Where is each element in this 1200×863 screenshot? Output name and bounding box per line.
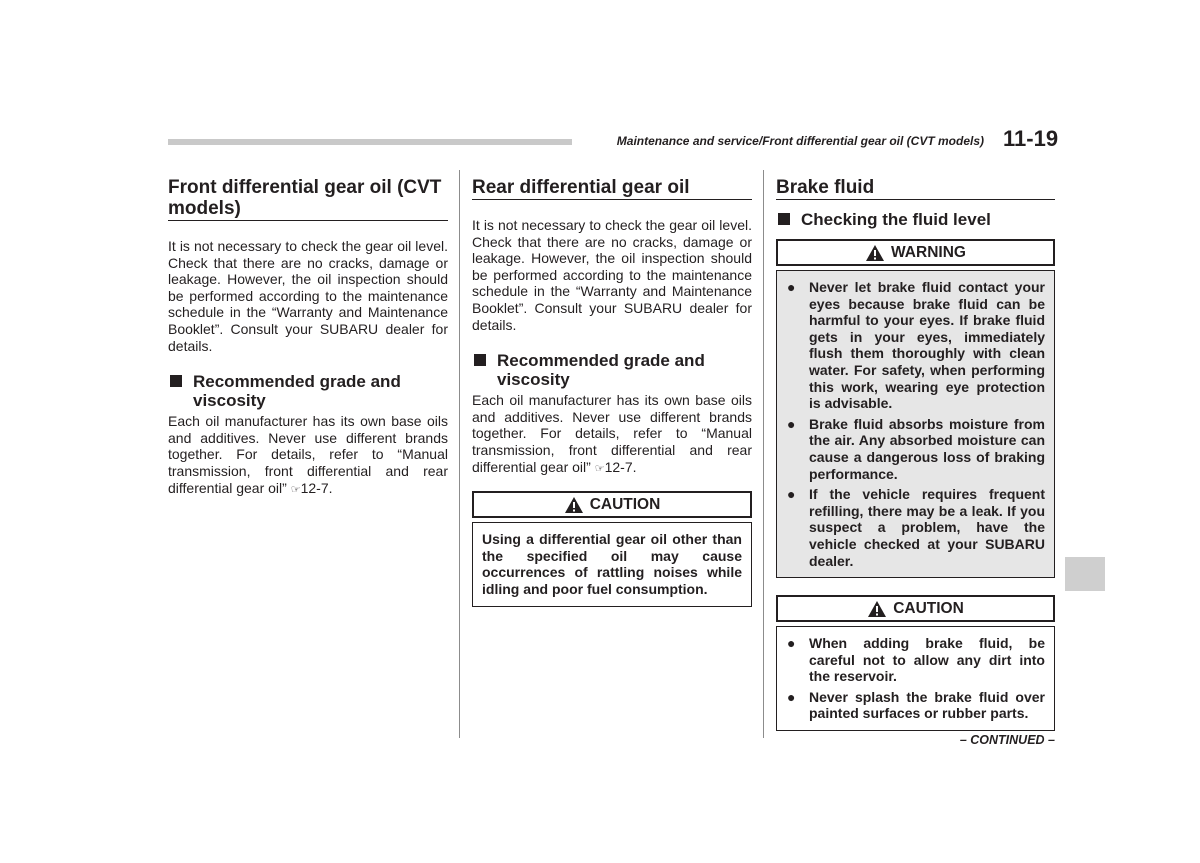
paragraph: It is not necessary to check the gear oil level. Check that there are no cracks, damage or leakage. However, the oil inspection should be performed according to the maintenance schedule in the “Warranty and Maintenance Booklet”. Consult your SUBARU dealer for details. xyxy=(472,217,752,333)
warning-header xyxy=(776,239,1055,266)
section-heading: Brake fluid xyxy=(776,177,1055,200)
bullet-icon: ● xyxy=(787,415,796,432)
warning-box xyxy=(776,239,1055,578)
column-brake-fluid xyxy=(776,177,1055,731)
bullet-icon: ● xyxy=(787,279,796,295)
list-item xyxy=(786,635,1045,685)
subsection-heading xyxy=(776,210,1055,229)
bullet-icon: ● xyxy=(787,635,796,652)
square-bullet-icon xyxy=(474,354,486,366)
caution-body xyxy=(776,626,1055,731)
column-rear-differential xyxy=(472,177,752,607)
caution-label: CAUTION xyxy=(893,599,964,617)
warning-triangle-icon xyxy=(865,244,885,262)
column-front-differential xyxy=(168,177,448,498)
subsection-heading-text: Recommended grade and viscosity xyxy=(497,351,705,390)
warning-triangle-icon xyxy=(867,600,887,618)
bullet-icon: ● xyxy=(787,486,796,503)
section-heading: Rear differential gear oil xyxy=(472,177,752,200)
paragraph-with-reference xyxy=(168,413,448,498)
list-item-text: When adding brake fluid, be careful not to allow any dirt into the reservoir. xyxy=(809,635,1045,685)
warning-label: WARNING xyxy=(891,243,966,261)
column-divider xyxy=(459,170,460,738)
caution-box xyxy=(776,595,1055,731)
running-header-title: Maintenance and service/Front differential gear oil (CVT models) xyxy=(616,134,984,148)
page-number: 11-19 xyxy=(1003,126,1059,151)
chapter-tab xyxy=(1065,557,1105,591)
paragraph: It is not necessary to check the gear oil level. Check that there are no cracks, damage or leakage. However, the oil inspection should be performed according to the maintenance schedule in the “Warranty and Maintenance Booklet”. Consult your SUBARU dealer for details. xyxy=(168,238,448,354)
subsection-heading-text: Checking the fluid level xyxy=(801,210,991,229)
paragraph-text: Each oil manufacturer has its own base oils and additives. Never use different brands together. For details, refer to “Manual transmission, front differential and rear differential gear oil” xyxy=(168,413,448,496)
reference-icon: ☞ xyxy=(594,462,605,475)
list-item xyxy=(786,279,1045,412)
paragraph-with-reference xyxy=(472,392,752,477)
list-item xyxy=(786,486,1045,569)
list-item xyxy=(786,416,1045,482)
square-bullet-icon xyxy=(778,213,790,225)
warning-list xyxy=(786,279,1045,569)
warning-triangle-icon xyxy=(564,496,584,514)
list-item xyxy=(786,689,1045,722)
list-item-text: Brake fluid absorbs moisture from the air. Any absorbed moisture can cause a dangerous loss of braking performance. xyxy=(809,415,1045,482)
bullet-icon: ● xyxy=(787,688,796,705)
page-reference: 12-7. xyxy=(604,458,637,475)
continued-label: – CONTINUED – xyxy=(959,733,1055,747)
subsection-heading xyxy=(168,372,448,410)
list-item-text: Never let brake fluid contact your eyes because brake fluid can be harmful to your eyes. If brake fluid gets in your eyes, immediately flush them thoroughly with clean water. For safety, when performing this work, wearing eye protection is advisable. xyxy=(809,279,1045,412)
header-rule xyxy=(168,139,572,145)
list-item-text: Never splash the brake fluid over painted surfaces or rubber parts. xyxy=(809,688,1045,722)
column-divider xyxy=(763,170,764,738)
warning-body xyxy=(776,270,1055,578)
square-bullet-icon xyxy=(170,375,182,387)
caution-header xyxy=(776,595,1055,622)
caution-header xyxy=(472,491,752,518)
paragraph-text: Each oil manufacturer has its own base oils and additives. Never use different brands together. For details, refer to “Manual transmission, front differential and rear differential gear oil” xyxy=(472,392,752,475)
section-heading: Front differential gear oil (CVT models) xyxy=(168,177,448,221)
caution-label: CAUTION xyxy=(589,495,661,513)
caution-text: Using a differential gear oil other than the specified oil may cause occurrences of rattling noises while idling and poor fuel consumption. xyxy=(472,522,752,606)
caution-list xyxy=(786,635,1045,722)
subsection-heading-text: Recommended grade and viscosity xyxy=(193,372,401,411)
subsection-heading xyxy=(472,351,752,389)
page-reference: 12-7. xyxy=(300,479,333,496)
reference-icon: ☞ xyxy=(290,483,301,496)
caution-box xyxy=(472,491,752,606)
list-item-text: If the vehicle requires frequent refilling, there may be a leak. If you suspect a problem, have the vehicle checked at your SUBARU dealer. xyxy=(809,486,1045,569)
